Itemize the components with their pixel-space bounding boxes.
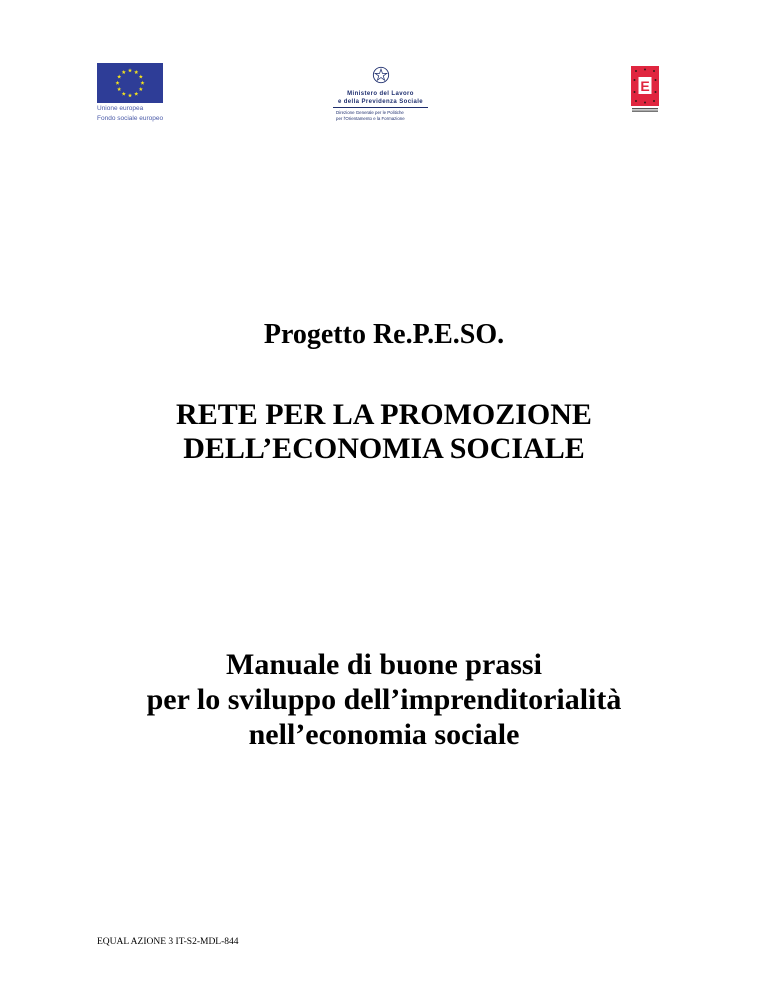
eu-logo [97, 63, 167, 122]
eu-star [134, 92, 138, 96]
equal-logo [631, 66, 659, 114]
eu-caption-line1: Unione europea [97, 105, 144, 112]
eu-star [134, 70, 138, 74]
equal-emblem-icon [631, 66, 659, 114]
footer-code: EQUAL AZIONE 3 IT-S2-MDL-844 [97, 937, 239, 947]
ministry-subtitle-line2: per l'Orientamento e la Formazione [336, 115, 405, 121]
manual-title-line3: nell’economia sociale [248, 718, 520, 751]
eu-star [139, 87, 143, 91]
ministry-emblem-icon [372, 66, 390, 84]
ministry-name-line1: Ministero del Lavoro [347, 91, 414, 97]
network-title-line1: RETE PER LA PROMOZIONE [176, 398, 592, 431]
eu-star [139, 75, 143, 79]
project-title: Progetto Re.P.E.SO. [263, 319, 505, 350]
eu-star [140, 81, 144, 85]
eu-star [122, 70, 126, 74]
eu-star [128, 93, 132, 97]
manual-title-line2: per lo sviluppo dell’imprenditorialità [146, 683, 622, 716]
eu-flag-icon [97, 63, 163, 103]
ministry-divider [333, 107, 428, 108]
ministry-subtitle-line1: Direzione Generale per le Politiche [336, 110, 404, 115]
network-title-line2: DELL’ECONOMIA SOCIALE [183, 432, 585, 465]
eu-star [122, 92, 126, 96]
equal-letter: E [640, 78, 650, 94]
eu-star [115, 81, 119, 85]
ministry-logo [333, 66, 428, 121]
eu-star [117, 87, 121, 91]
ministry-name-line2: e della Previdenza Sociale [337, 99, 424, 105]
eu-star [117, 75, 121, 79]
manual-title-line1: Manuale di buone prassi [226, 648, 542, 681]
eu-caption-line2: Fondo sociale europeo [97, 114, 164, 122]
eu-star [128, 68, 132, 72]
